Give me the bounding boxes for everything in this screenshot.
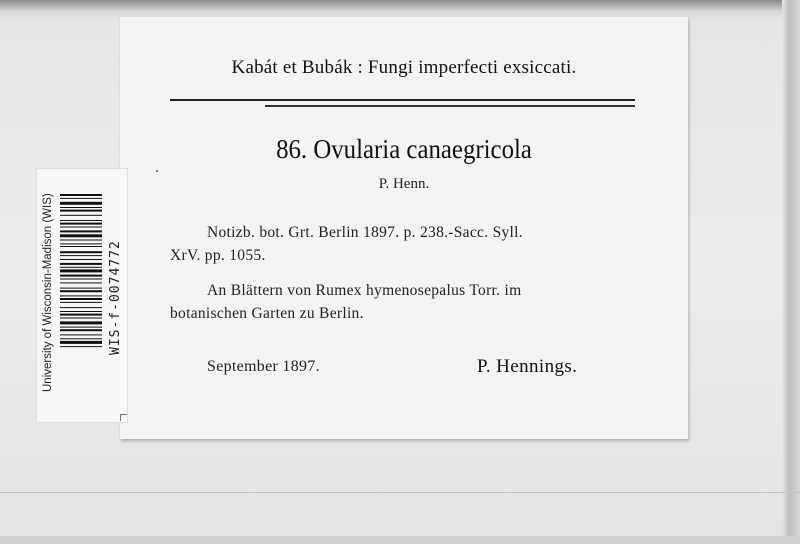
reference-line-2: XrV. pp. 1055. bbox=[170, 247, 266, 264]
sheet-edge-bottom bbox=[0, 536, 800, 544]
collector-name: P. Hennings. bbox=[477, 356, 578, 377]
sheet-edge-right bbox=[782, 0, 800, 544]
locality-line-1: An Blättern von Rumex hymenosepalus Torr. im bbox=[207, 282, 522, 299]
barcode-id: WIS-f-0074772 bbox=[108, 240, 123, 355]
species-name: 86. Ovularia canaegricola bbox=[276, 134, 532, 164]
barcode-icon bbox=[60, 194, 102, 396]
header-rule-bottom bbox=[265, 105, 635, 107]
reference-line-1: Notizb. bot. Grt. Berlin 1897. p. 238.-Sacc. Syll. bbox=[207, 224, 523, 241]
species-author: P. Henn. bbox=[378, 176, 430, 192]
collection-date: September 1897. bbox=[207, 358, 320, 375]
specimen-label bbox=[120, 17, 688, 439]
header-rule-top bbox=[170, 99, 635, 101]
speck-mark bbox=[156, 170, 158, 172]
label-header: Kabát et Bubák : Fungi imperfecti exsiccati. bbox=[231, 57, 577, 78]
locality-line-2: botanischen Garten zu Berlin. bbox=[170, 305, 364, 322]
top-shadow bbox=[0, 0, 800, 10]
fold-line bbox=[0, 492, 800, 493]
barcode-institution: University of Wisconsin-Madison (WIS) bbox=[42, 193, 54, 392]
corner-mark bbox=[120, 414, 127, 421]
